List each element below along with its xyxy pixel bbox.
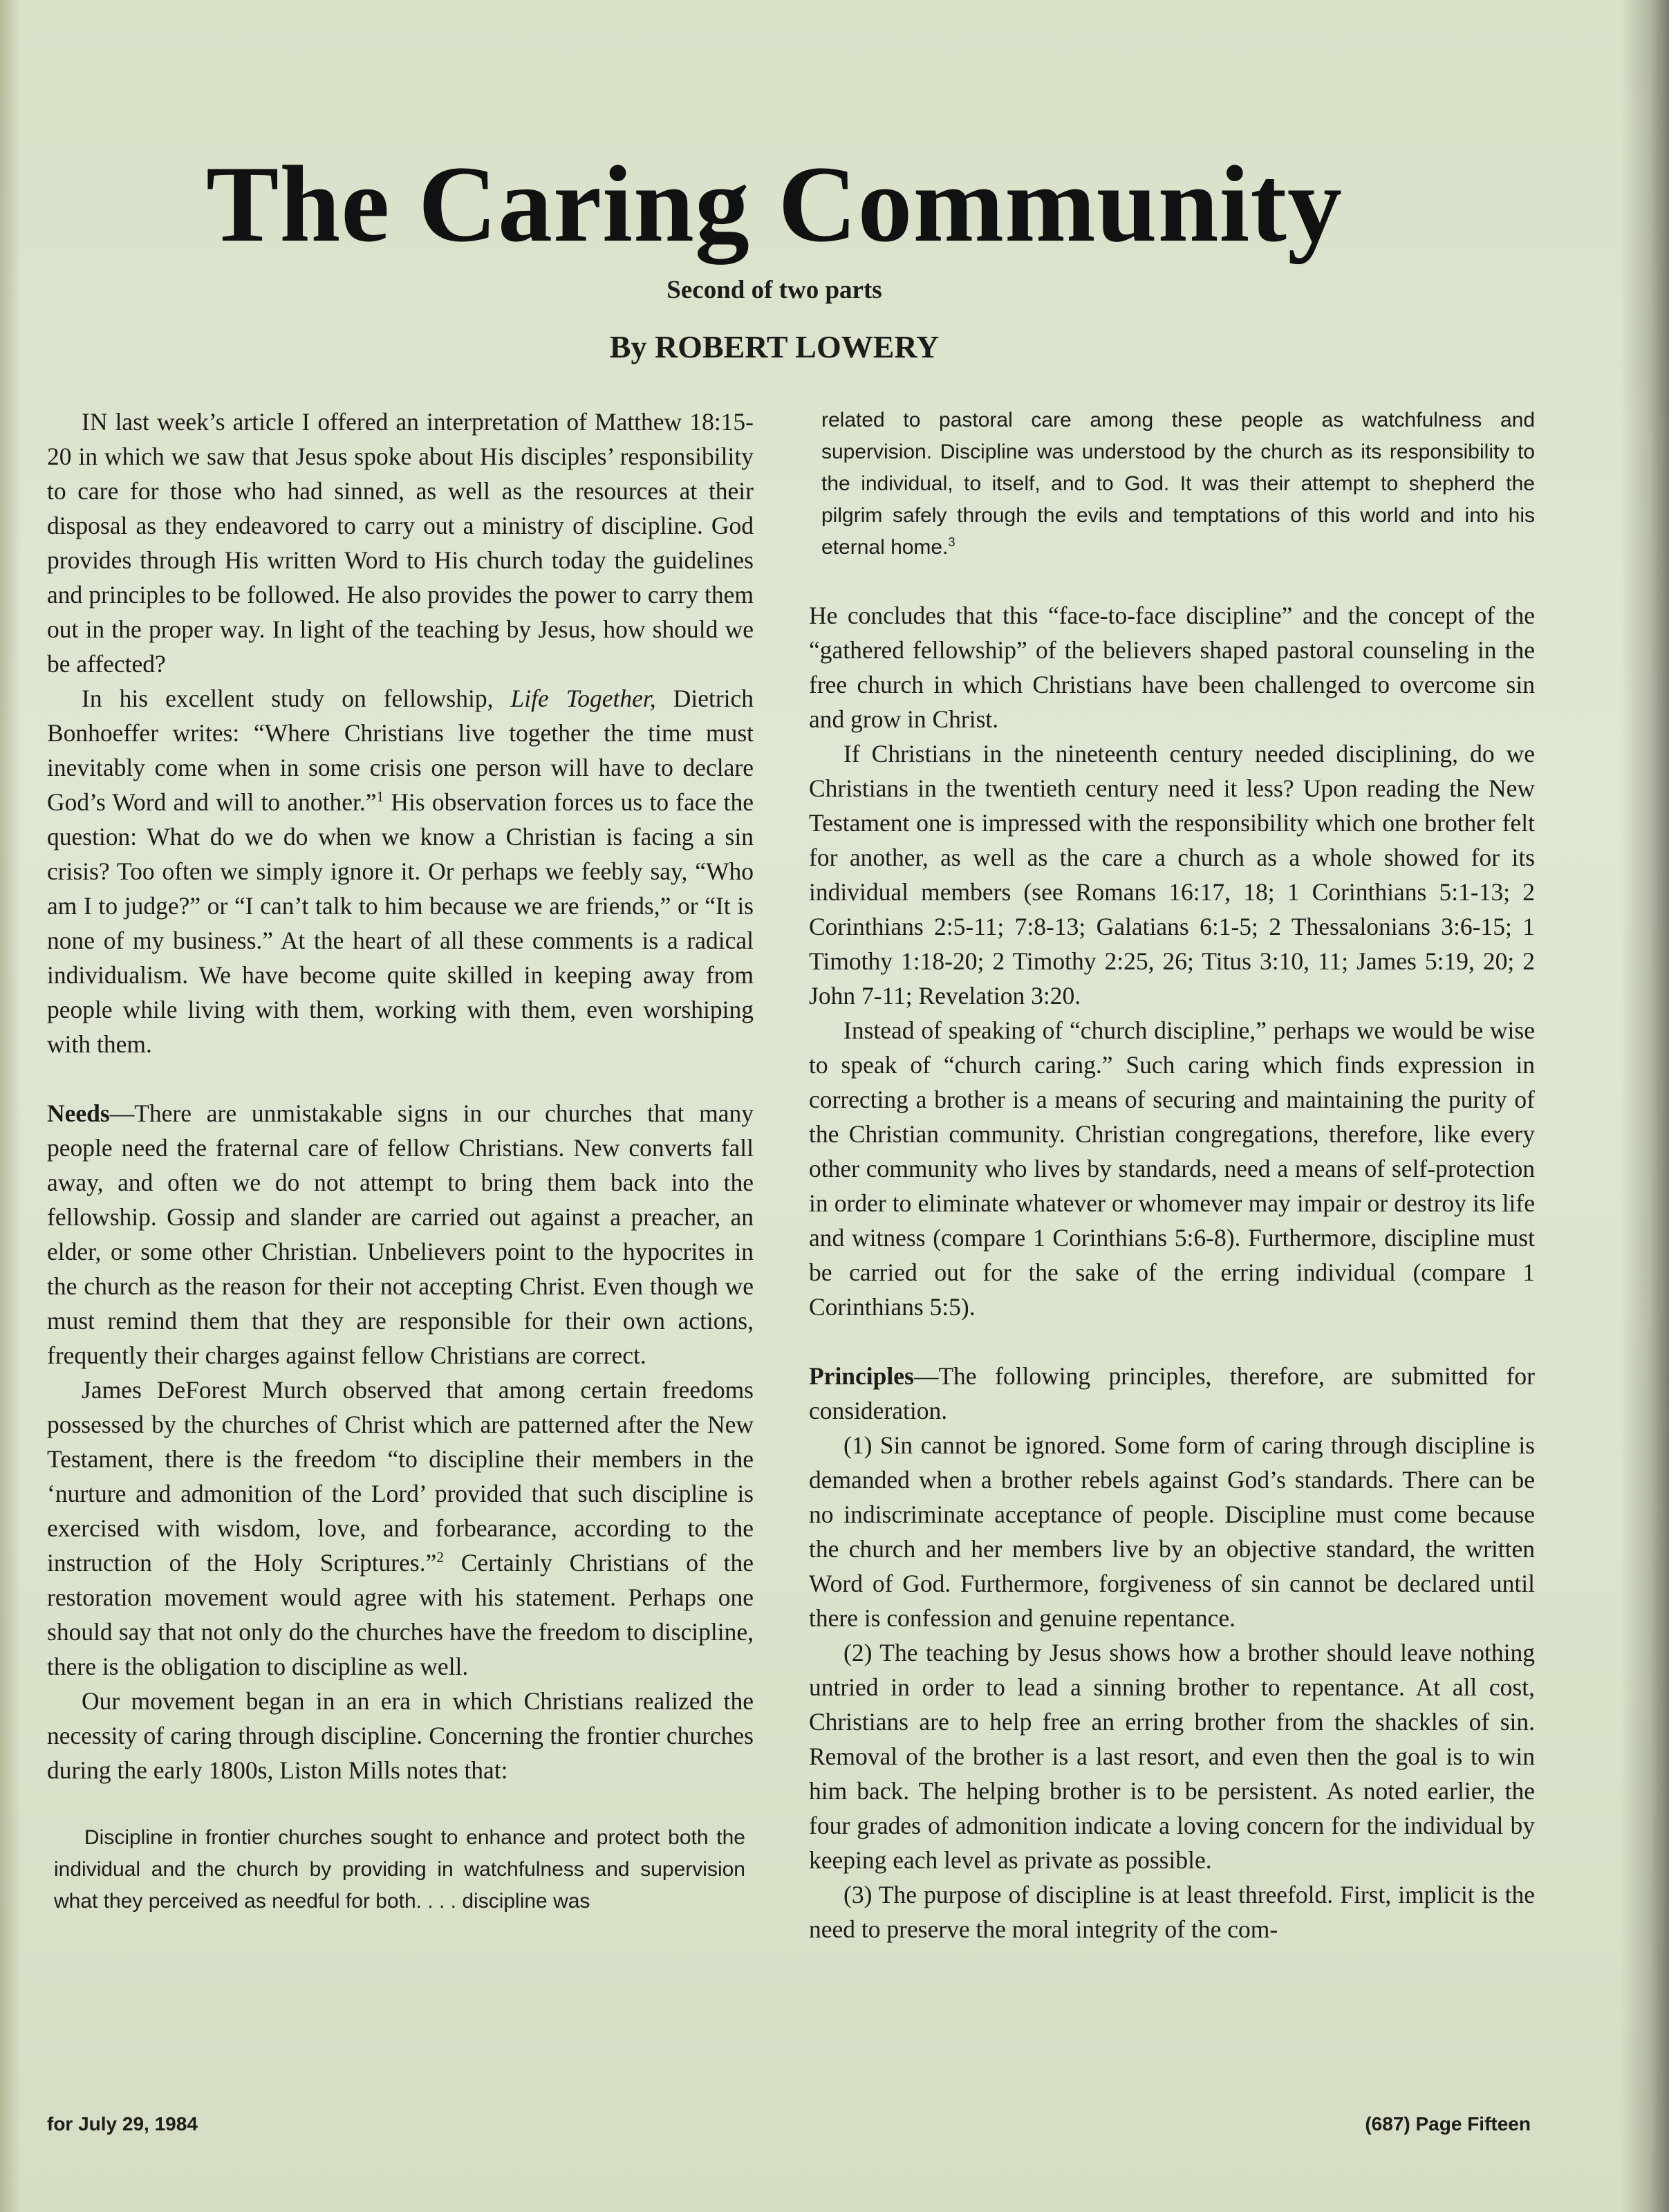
text-run: James DeForest Murch observed that among certain freedoms possessed by the churches of Christ which are patterned after the New Testament, there is the freedom “to discipline their members in the ‘nurture and admonition of the Lord’ provided that such discipline is exercised with wisdom, love, and forbearance, according to the instruction of the Holy Scriptures.” <box>47 1376 754 1577</box>
paragraph-needs <box>47 1096 754 1373</box>
book-title: Life Together, <box>510 685 656 712</box>
paragraph-church-caring: Instead of speaking of “church discipline,” perhaps we would be wise to speak of “church caring.” Such caring which finds expression in correcting a brother is a means of securing and maintaining the purity of the Christian community. Christian congregations, therefore, like every other community who lives by standards, need a means of self-protection in order to eliminate whatever or whomever may impair or destroy its life and witness (compare 1 Corinthians 5:6-8). Furthermore, discipline must be carried out for the sake of the erring individual (compare 1 Corinthians 5:5). <box>809 1016 1535 1321</box>
quote-text <box>821 405 1535 564</box>
section-gap <box>47 1061 754 1096</box>
text-run: —There are unmistakable signs in our churches that many people need the fraternal care of fellow Christians. New converts fall away, and often we do not attempt to bring them back into the fellowship. Gossip and slander are carried out against a preacher, an elder, or some other Christian. Unbelievers point to the hypocrites in the church as the reason for their not accepting Christ. Even though we must remind them that they are responsible for their own actions, frequently their charges against fellow Christians are correct. <box>47 1099 754 1369</box>
text-run: —The following principles, therefore, are submitted for consideration. <box>809 1362 1535 1424</box>
paragraph-intro: IN last week’s article I offered an interpretation of Matthew 18:15-20 in which we saw that Jesus spoke about His disciples’ responsibility to care for those who had sinned, as well as the resources at their disposal as they endeavored to carry out a ministry of discipline. God provides through His written Word to His church today the guidelines and principles to be followed. He also provides the power to carry them out in the proper way. In light of the teaching by Jesus, how should we be affected? <box>47 408 754 678</box>
paragraph-murch <box>47 1373 754 1684</box>
paragraph-principle-2: (2) The teaching by Jesus shows how a brother should leave nothing untried in order to lead a sinning brother to repentance. At all cost, Christians are to help free an erring brother from the shackles of sin. Removal of the brother is a last resort, and even then the goal is to win him back. The helping brother is to be persistent. As noted earlier, the four grades of admonition indicate a loving concern for the individual by keeping each level as private as possible. <box>809 1639 1535 1874</box>
paragraph-nineteenth-century: If Christians in the nineteenth century needed disciplining, do we Christians in the twentieth century need it less? Upon reading the New Testament one is impressed with the responsibility which one brother felt for another, as well as the care a church as a whole showed for its individual members (see Romans 16:17, 18; 1 Corinthians 5:1-13; 2 Corinthians 2:5-11; 7:8-13; Galatians 6:1-5; 2 Thessalonians 3:6-15; 1 Timothy 1:18-20; 2 Timothy 2:25, 26; Titus 3:10, 11; James 5:19, 20; 2 John 7-11; Revelation 3:20. <box>809 740 1535 1010</box>
section-gap <box>809 1324 1535 1359</box>
text-run: Dietrich Bonhoeffer writes: “Where Christians live together the time must inevitably come when in some crisis one person will have to declare God’s Word and will to another.” <box>47 685 754 816</box>
block-quote <box>54 1822 745 1917</box>
text-run: His observation forces us to face the question: What do we do when we know a Christian is facing a sin crisis? Too often we simply ignore it. Or perhaps we feebly say, “Who am I to judge?” or “I can’t talk to him because we are friends,” or “It is none of my business.” At the heart of all these comments is a radical individualism. We have become quite skilled in keeping away from people while living with them, working with them, even worshiping with them. <box>47 788 754 1058</box>
paragraph-principle-3: (3) The purpose of discipline is at least threefold. First, implicit is the need to preserve the moral integrity of the com- <box>809 1881 1535 1943</box>
page-shadow-right <box>1621 0 1669 2212</box>
block-quote-continued <box>821 405 1535 564</box>
section-heading-needs: Needs <box>47 1099 110 1127</box>
paragraph-principle-1: (1) Sin cannot be ignored. Some form of caring through discipline is demanded when a brother rebels against God’s standards. There can be no indiscriminate acceptance of people. Discipline must come because the church and her members live by an objective standard, the written Word of God. Furthermore, forgiveness of sin cannot be declared until there is confession and genuine repentance. <box>809 1431 1535 1632</box>
footer-date: for July 29, 1984 <box>47 2113 198 2135</box>
text-run: Certainly Christians of the restoration movement would agree with his statement. Perhaps one should say that not only do the churches have the freedom to discipline, there is the obligation to discipline as well. <box>47 1549 754 1680</box>
article-title: The Caring Community <box>206 144 1343 265</box>
paragraph-principles <box>809 1359 1535 1428</box>
footer-page-number: (687) Page Fifteen <box>1365 2113 1531 2135</box>
footnote-ref: 2 <box>436 1549 444 1566</box>
paragraph-concludes: He concludes that this “face-to-face discipline” and the concept of the “gathered fellowship” of the believers shaped pastoral counseling in the free church in which Christians have been challenged to overcome sin and grow in Christ. <box>809 602 1535 733</box>
right-column <box>809 405 1535 1946</box>
section-gap <box>809 564 1535 598</box>
article-subtitle: Second of two parts <box>666 276 882 304</box>
text-run: In his excellent study on fellowship, <box>82 685 511 712</box>
text-run: related to pastoral care among these people as watchfulness and supervision. Discipline was understood by the church as its responsibility to the individual, to itself, and to God. It was their attempt to shepherd the pilgrim safely through the evils and temptations of this world and into his eternal home. <box>821 409 1535 559</box>
left-column <box>47 405 754 1917</box>
paragraph-movement: Our movement began in an era in which Christians realized the necessity of caring through discipline. Concerning the frontier churches during the early 1800s, Liston Mills notes that: <box>47 1687 754 1784</box>
footnote-ref: 1 <box>376 788 384 806</box>
section-heading-principles: Principles <box>809 1362 914 1390</box>
article-byline: By ROBERT LOWERY <box>609 329 940 364</box>
quote-text: Discipline in frontier churches sought to enhance and protect both the individual and the church by providing in watchfulness and supervision what they perceived as needful for both. . . . discipline was <box>54 1826 745 1913</box>
paragraph-bonhoeffer <box>47 681 754 1061</box>
footnote-ref: 3 <box>948 535 955 549</box>
section-gap <box>47 1787 754 1822</box>
